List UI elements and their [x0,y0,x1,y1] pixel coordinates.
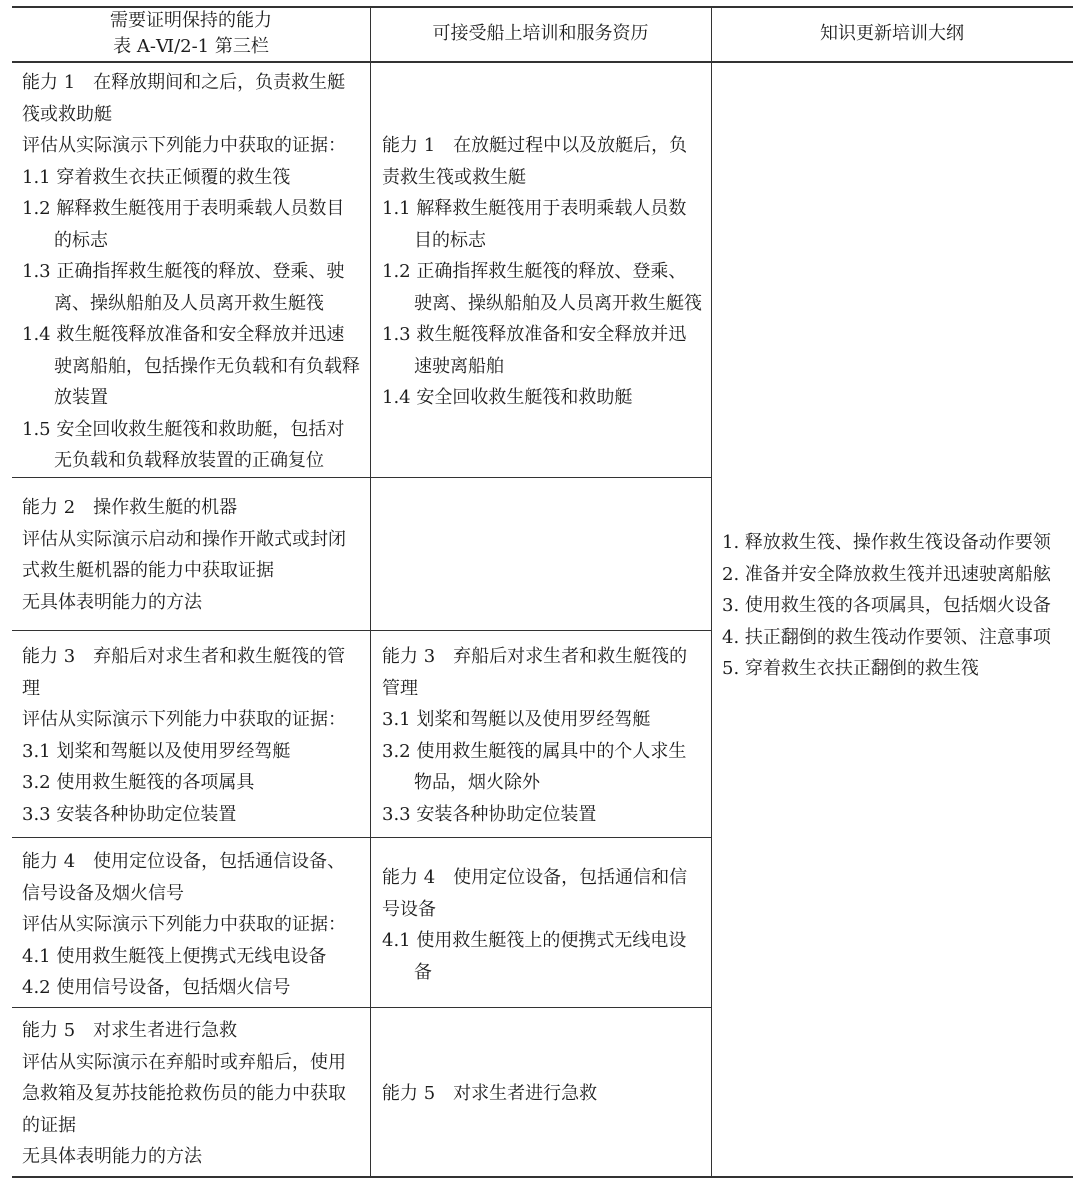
row-2-left-cell [22,492,362,618]
col-divider-2 [711,6,712,1177]
row-4-middle-cell [382,862,702,988]
item-3-3: 3.3 安装各种协助定位装置 [22,803,237,825]
row-5-middle-cell [382,1078,702,1110]
onboard-item-1-2: 1.2 正确指挥救生艇筏的释放、登乘、驶离、操纵船舶及人员离开救生艇筏 [382,261,702,314]
row-divider-3 [12,837,712,838]
row-divider-2 [12,630,712,631]
outline-item-4: 4. 扶正翻倒的救生筏动作要领、注意事项 [722,626,1051,648]
onboard-competence-1-title: 能力 1 在放艇过程中以及放艇后，负责救生筏或救生艇 [382,135,688,188]
competence-2-note: 无具体表明能力的方法 [22,591,202,613]
outline-item-3: 3. 使用救生筏的各项属具，包括烟火设备 [722,595,1051,616]
item-1-3: 1.3 正确指挥救生艇筏的释放、登乘、驶离、操纵船舶及人员离开救生艇筏 [22,261,345,314]
evidence-intro: 评估从实际演示下列能力中获取的证据： [22,914,346,935]
item-1-4: 1.4 救生艇筏释放准备和安全释放并迅速驶离船舶，包括操作无负载和有负载释放装置 [22,324,360,408]
row-4-left-cell [22,846,362,1004]
competence-2-title: 能力 2 操作救生艇的机器 [22,497,238,518]
onboard-competence-3-title: 能力 3 弃船后对求生者和救生艇筏的管理 [382,646,688,699]
row-divider-1 [12,477,712,478]
onboard-item-1-1: 1.1 解释救生艇筏用于表明乘载人员数目的标志 [382,198,687,251]
training-table [12,6,1073,1178]
outline-item-5: 5. 穿着救生衣扶正翻倒的救生筏 [722,658,979,679]
onboard-item-1-3: 1.3 救生艇筏释放准备和安全释放并迅速驶离船舶 [382,324,687,377]
evidence-intro: 评估从实际演示下列能力中获取的证据： [22,709,346,730]
evidence-intro: 评估从实际演示下列能力中获取的证据： [22,135,346,156]
onboard-item-4-1: 4.1 使用救生艇筏上的便携式无线电设备 [382,930,687,983]
header-col-2: 可接受船上培训和服务资历 [432,23,649,44]
row-3-middle-cell [382,641,702,830]
col-divider-1 [370,6,371,1177]
header-col-1-line-1: 需要证明保持的能力 [110,10,272,31]
item-4-1: 4.1 使用救生艇筏上便携式无线电设备 [22,945,327,967]
refresher-outline-cell [722,527,1067,685]
onboard-competence-4-title: 能力 4 使用定位设备，包括通信和信号设备 [382,867,688,920]
competence-4-title: 能力 4 使用定位设备，包括通信设备、信号设备及烟火信号 [22,851,346,904]
header-col-1 [12,8,370,60]
competence-5-note: 无具体表明能力的方法 [22,1146,202,1167]
row-divider-4 [12,1007,712,1008]
item-1-5: 1.5 安全回收救生艇筏和救助艇，包括对无负载和负载释放装置的正确复位 [22,418,345,471]
row-1-middle-cell [382,130,702,414]
onboard-item-1-4: 1.4 安全回收救生艇筏和救助艇 [382,387,633,408]
outline-item-1: 1. 释放救生筏、操作救生筏设备动作要领 [722,532,1051,553]
item-3-1: 3.1 划桨和驾艇以及使用罗经驾艇 [22,740,291,762]
competence-1-title: 能力 1 在释放期间和之后，负责救生艇筏或救助艇 [22,72,346,125]
item-1-2: 1.2 解释救生艇筏用于表明乘载人员数目的标志 [22,198,345,251]
onboard-item-3-2: 3.2 使用救生艇筏的属具中的个人求生物品，烟火除外 [382,740,687,793]
item-1-1: 1.1 穿着救生衣扶正倾覆的救生筏 [22,166,291,188]
header-col-1-line-2: 表 A-Ⅵ/2-1 第三栏 [113,36,269,57]
item-4-2: 4.2 使用信号设备，包括烟火信号 [22,977,291,998]
item-3-2: 3.2 使用救生艇筏的各项属具 [22,772,255,793]
onboard-competence-5-title: 能力 5 对求生者进行急救 [382,1083,598,1104]
table-bottom-rule [12,1176,1073,1178]
header-col-3: 知识更新培训大纲 [820,23,964,44]
row-5-left-cell [22,1015,362,1173]
outline-item-2: 2. 准备并安全降放救生筏并迅速驶离船舷 [722,563,1051,585]
row-3-left-cell [22,641,362,830]
competence-2-evidence: 评估从实际演示启动和操作开敞式或封闭式救生艇机器的能力中获取证据 [22,528,346,581]
row-1-left-cell [22,67,362,477]
competence-5-evidence: 评估从实际演示在弃船时或弃船后，使用急救箱及复苏技能抢救伤员的能力中获取的证据 [22,1051,346,1136]
header-bottom-rule [12,61,1073,63]
competence-5-title: 能力 5 对求生者进行急救 [22,1020,238,1041]
competence-3-title: 能力 3 弃船后对求生者和救生艇筏的管理 [22,646,346,699]
onboard-item-3-3: 3.3 安装各种协助定位装置 [382,803,597,825]
onboard-item-3-1: 3.1 划桨和驾艇以及使用罗经驾艇 [382,709,651,730]
